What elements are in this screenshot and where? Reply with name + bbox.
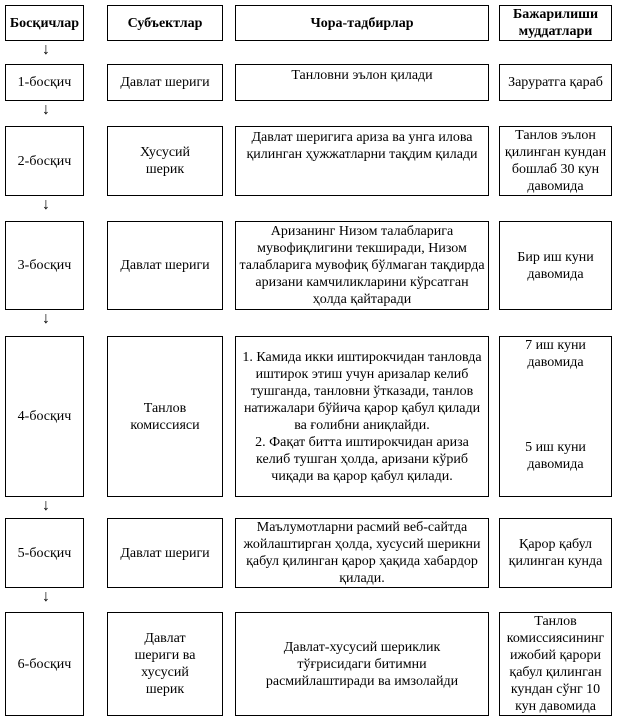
row1-subject-label: Давлат шериги xyxy=(120,75,210,90)
header-measures xyxy=(235,5,489,41)
header-deadline-label: Бажарилиши муддатлари xyxy=(512,7,599,39)
row6-deadline-label: Танлов комиссиясининг ижобий қарори қабул қилинган кундан сўнг 10 кун давомида xyxy=(506,614,605,714)
row5-stage xyxy=(5,518,84,588)
row2-deadline xyxy=(499,126,612,196)
header-subject xyxy=(107,5,223,41)
row4-measures xyxy=(235,336,489,497)
row4-deadline-item-1: 7 иш куни давомида xyxy=(525,338,586,370)
row2-stage xyxy=(5,126,84,196)
row1-stage-label: 1-босқич xyxy=(17,75,72,90)
row1-measures xyxy=(235,64,489,101)
row3-stage-label: 3-босқич xyxy=(17,258,72,273)
row6-deadline xyxy=(499,612,612,716)
row6-subject-label: Давлат шериги ва хусусий шерик xyxy=(134,631,196,697)
row6-subject xyxy=(107,612,223,716)
row3-deadline xyxy=(499,221,612,310)
row3-subject xyxy=(107,221,223,310)
row5-measures xyxy=(235,518,489,588)
header-measures-label: Чора-тадбирлар xyxy=(310,15,414,31)
flow-arrow: ↓ xyxy=(42,497,50,514)
row4-stage xyxy=(5,336,84,497)
row4-deadline-item-2: 5 иш куни давомида xyxy=(525,440,586,472)
row3-measures xyxy=(235,221,489,310)
row3-measures-label: Аризанинг Низом талабларига мувофиқлигини текширади, Низом талабларига мувофиқ бўлмаган тақдирда аризани камчиликларини кўрсатган ҳолда қайтаради xyxy=(239,224,485,307)
row4-measures-item-1: 1. Камида икки иштирокчидан танловда иштирок этиш учун аризалар келиб тушганда, танловни ўтказади, танлов натижалари бўйича қарор қабул қилади ва ғолибни аниқлайди. xyxy=(242,349,482,433)
flow-arrow: ↓ xyxy=(42,41,50,58)
row5-deadline xyxy=(499,518,612,588)
row2-measures xyxy=(235,126,489,196)
row1-deadline xyxy=(499,64,612,101)
row4-measures-item-2: 2. Фақат битта иштирокчидан ариза келиб тушган ҳолда, аризани кўриб чиқади ва қарор қабул қилади. xyxy=(255,434,469,484)
row3-deadline-label: Бир иш куни давомида xyxy=(517,249,594,282)
row5-deadline-label: Қарор қабул қилинган кунда xyxy=(508,537,603,569)
flow-arrow: ↓ xyxy=(42,196,50,213)
row5-stage-label: 5-босқич xyxy=(17,545,72,561)
row4-stage-label: 4-босқич xyxy=(17,409,72,424)
row6-stage-label: 6-босқич xyxy=(17,656,72,672)
row1-subject xyxy=(107,64,223,101)
header-deadline xyxy=(499,5,612,41)
row4-subject xyxy=(107,336,223,497)
row3-stage xyxy=(5,221,84,310)
row6-measures xyxy=(235,612,489,716)
header-stage-label: Босқичлар xyxy=(9,15,80,31)
row5-subject xyxy=(107,518,223,588)
row4-deadline xyxy=(499,336,612,497)
flow-arrow: ↓ xyxy=(42,588,50,605)
row4-subject-label: Танлов комиссияси xyxy=(130,400,200,433)
flow-arrow: ↓ xyxy=(42,310,50,327)
header-stage xyxy=(5,5,84,41)
header-subject-label: Субъектлар xyxy=(127,15,203,31)
flow-arrow: ↓ xyxy=(42,101,50,118)
row2-measures-label: Давлат шеригига ариза ва унга илова қилинган ҳужжатларни тақдим қилади xyxy=(246,130,478,162)
row1-measures-label: Танловни эълон қилади xyxy=(291,68,433,83)
row3-subject-label: Давлат шериги xyxy=(120,258,210,273)
row2-subject xyxy=(107,126,223,196)
row2-stage-label: 2-босқич xyxy=(17,153,72,169)
row5-measures-label: Маълумотларни расмий веб-сайтда жойлаштирган ҳолда, хусусий шерикни қабул қилинган қарор ҳақида хабардор қилади. xyxy=(243,520,481,586)
row2-subject-label: Хусусий шерик xyxy=(139,145,191,177)
row1-stage xyxy=(5,64,84,101)
row6-measures-label: Давлат-хусусий шериклик тўғрисидаги битимни расмийлаштиради ва имзолайди xyxy=(265,639,459,689)
row1-deadline-label: Заруратга қараб xyxy=(508,75,603,90)
row2-deadline-label: Танлов эълон қилинган кундан бошлаб 30 кун давомида xyxy=(504,128,607,194)
row6-stage xyxy=(5,612,84,716)
row5-subject-label: Давлат шериги xyxy=(120,545,210,561)
